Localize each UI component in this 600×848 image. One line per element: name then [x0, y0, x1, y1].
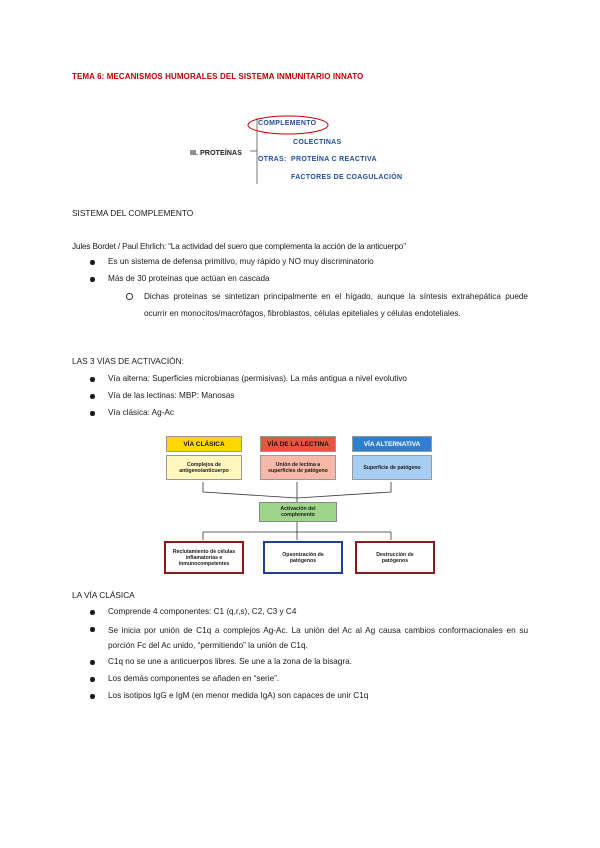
pathway-lectin-trigger: Unión de lectina a superficies de patógeno [260, 455, 336, 480]
intro-paragraph: Jules Bordet / Paul Ehrlich: “La actividad del suero que complementa la acción de la anticuerpo” [72, 242, 406, 251]
bullet-icon [90, 394, 95, 399]
pathway-alternative-header: VÍA ALTERNATIVA [352, 436, 432, 452]
pathway-lectin-header: VÍA DE LA LECTINA [260, 436, 336, 452]
page-title: TEMA 6: MECANISMOS HUMORALES DEL SISTEMA INMUNITARIO INNATO [72, 72, 364, 81]
bullet-icon [90, 411, 95, 416]
outcome-destruction: Destrucción de patógenos [355, 541, 435, 574]
section-heading: LA VÍA CLÁSICA [72, 590, 135, 600]
bullet-icon [90, 610, 95, 615]
diagram-item: FACTORES DE COAGULACIÓN [291, 174, 403, 181]
pathway-classic-header: VÍA CLÁSICA [166, 436, 242, 452]
bullet-icon [90, 277, 95, 282]
circle-bullet-icon [126, 293, 133, 300]
complement-activation-box: Activación del complemento [259, 502, 337, 522]
diagram-root-label: III. PROTEÍNAS [190, 148, 242, 157]
bullet-icon [90, 377, 95, 382]
outcome-recruitment: Reclutamiento de células inflamatorias e inmunocompetentes [164, 541, 244, 574]
diagram-item: COLECTINAS [293, 139, 342, 146]
diagram-otras: OTRAS: [258, 156, 287, 163]
outcome-opsonization: Opsonización de patógenos [263, 541, 343, 574]
diagram-complemento: COMPLEMENTO [258, 120, 317, 127]
diagram-item: PROTEÍNA C REACTIVA [291, 156, 377, 163]
bullet-icon [90, 627, 95, 632]
bullet-icon [90, 660, 95, 665]
pathway-classic-trigger: Complejos de antígeno/anticuerpo [166, 455, 242, 480]
section-heading: SISTEMA DEL COMPLEMENTO [72, 208, 194, 218]
bullet-icon [90, 677, 95, 682]
sub-bullet-text: Dichas proteínas se sintetizan principalmente en el hígado, aunque la síntesis extrahepática puede ocurrir en monocitos/macrófagos, fibroblastos, células epiteliales y células endoteliales. [144, 292, 528, 318]
bullet-icon [90, 694, 95, 699]
section-heading: LAS 3 VÍAS DE ACTIVACIÓN: [72, 356, 184, 366]
pathway-alternative-trigger: Superficie de patógeno [352, 455, 432, 480]
bullet-icon [90, 260, 95, 265]
